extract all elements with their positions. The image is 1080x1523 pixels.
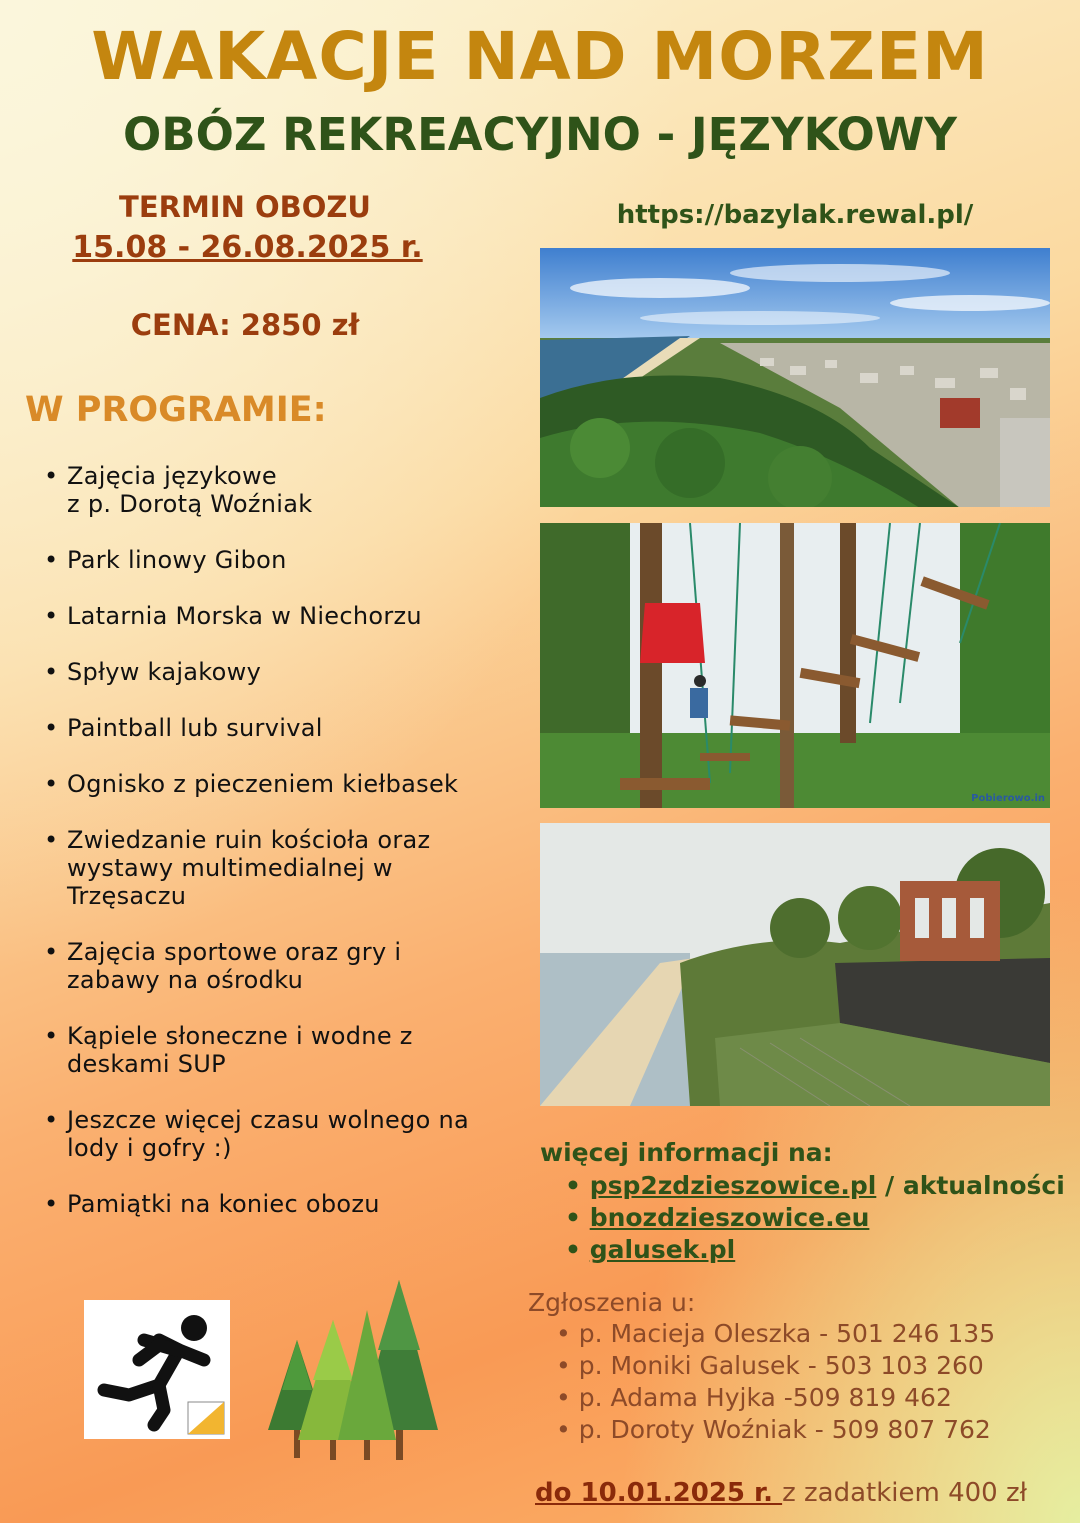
program-item: • Ognisko z pieczeniem kiełbasek (40, 770, 520, 798)
program-item: • Spływ kajakowy (40, 658, 520, 686)
program-item: • Zajęcia sportowe oraz gry i zabawy na ośrodku (40, 938, 520, 994)
photo-church-ruins (540, 823, 1050, 1106)
program-item: • Zwiedzanie ruin kościoła oraz wystawy multimedialnej w Trzęsaczu (40, 826, 520, 910)
link-suffix: / aktualności (876, 1171, 1065, 1200)
program-item: • Latarnia Morska w Niechorzu (40, 602, 520, 630)
deadline-date: do 10.01.2025 r. (535, 1478, 783, 1508)
registration-heading: Zgłoszenia u: (528, 1288, 696, 1317)
price: CENA: 2850 zł (130, 308, 360, 342)
info-link-item (565, 1170, 1065, 1202)
program-item: • Park linowy Gibon (40, 546, 520, 574)
deadline (535, 1478, 1027, 1508)
program-item: • Paintball lub survival (40, 714, 520, 742)
website-link[interactable]: https://bazylak.rewal.pl/ (616, 200, 974, 230)
program-list (40, 462, 520, 1218)
contacts-list (556, 1318, 995, 1446)
link-psp2zdzieszowice[interactable]: psp2zdzieszowice.pl (589, 1171, 877, 1200)
program-item: • Zajęcia językowe z p. Dorotą Woźniak (40, 462, 520, 518)
contact-item: • p. Macieja Oleszka - 501 246 135 (556, 1318, 995, 1350)
orienteering-runner-icon (84, 1300, 230, 1439)
term-dates: 15.08 - 26.08.2025 r. (72, 230, 423, 265)
link-galusek[interactable]: galusek.pl (589, 1235, 736, 1264)
contact-item: • p. Moniki Galusek - 503 103 260 (556, 1350, 995, 1382)
program-item: • Jeszcze więcej czasu wolnego na lody i gofry :) (40, 1106, 520, 1162)
contact-item: • p. Doroty Woźniak - 509 807 762 (556, 1414, 995, 1446)
deadline-deposit: z zadatkiem 400 zł (782, 1478, 1028, 1508)
trees-icon (268, 1280, 438, 1460)
link-bnozdzieszowice[interactable]: bnozdzieszowice.eu (589, 1203, 870, 1232)
more-info-heading: więcej informacji na: (540, 1138, 833, 1167)
program-heading: W PROGRAMIE: (25, 390, 327, 430)
poster-subtitle: OBÓZ REKREACYJNO - JĘZYKOWY (123, 108, 957, 161)
program-item: • Kąpiele słoneczne i wodne z deskami SUP (40, 1022, 520, 1078)
term-label: TERMIN OBOZU (119, 190, 371, 224)
info-links-list (565, 1170, 1065, 1266)
info-link-item (565, 1234, 1065, 1266)
rope-park-watermark: Pobierowo.in (971, 793, 1045, 804)
photo-aerial-seaside (540, 248, 1050, 507)
contact-item: • p. Adama Hyjka -509 819 462 (556, 1382, 995, 1414)
program-item: • Pamiątki na koniec obozu (40, 1190, 520, 1218)
info-link-item (565, 1202, 1065, 1234)
poster-title: WAKACJE NAD MORZEM (91, 18, 989, 95)
photo-rope-park (540, 523, 1050, 808)
